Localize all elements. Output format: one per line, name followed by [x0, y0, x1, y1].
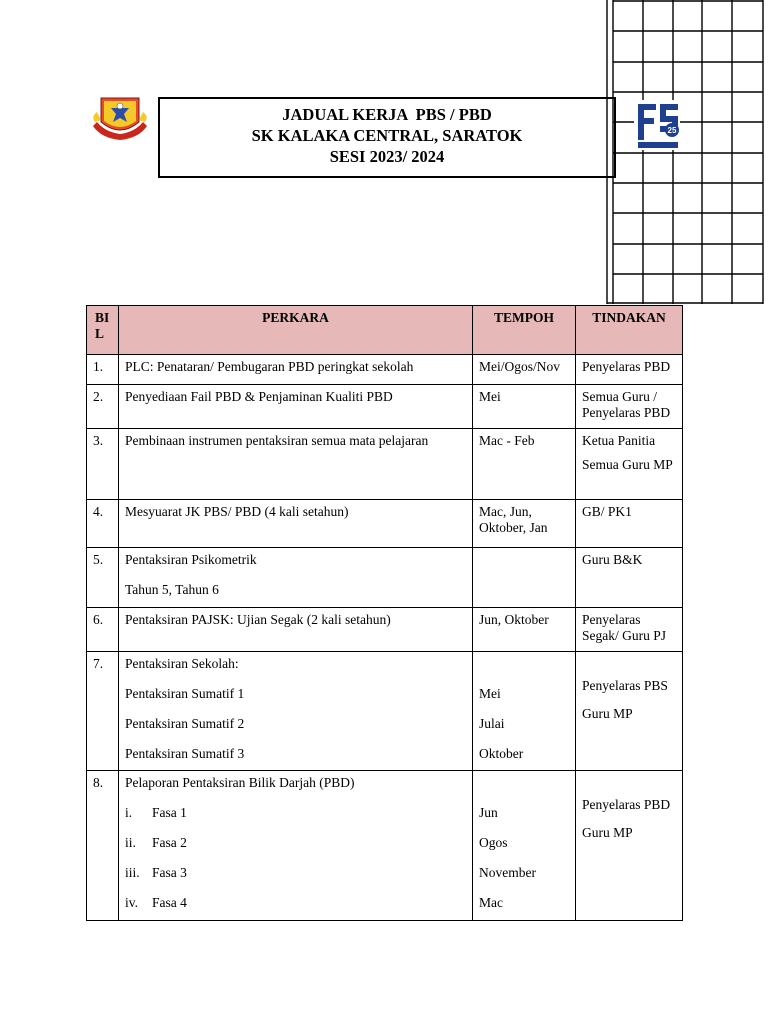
- table-row: [87, 608, 683, 652]
- row-perkara: Penyediaan Fail PBD & Penjaminan Kualiti PBD: [119, 385, 473, 429]
- table-header-row: [87, 306, 683, 355]
- table-row: [87, 429, 683, 500]
- row-tindakan: GB/ PK1: [576, 500, 683, 548]
- row-perkara: Pembinaan instrumen pentaksiran semua mata pelajaran: [119, 429, 473, 500]
- tindakan-line: Penyelaras PBD: [582, 797, 671, 812]
- perkara-item: Fasa 2: [152, 835, 187, 850]
- title-line-2: SK KALAKA CENTRAL, SARATOK: [251, 126, 523, 145]
- roman-numeral: iii.: [125, 865, 140, 880]
- row-tindakan: Penyelaras PBD: [576, 355, 683, 385]
- row-number: 7.: [87, 652, 119, 771]
- table-row: [87, 548, 683, 608]
- perkara-line: Pentaksiran Psikometrik: [125, 552, 257, 567]
- row-number: 2.: [87, 385, 119, 429]
- tempoh-item: Oktober: [479, 746, 524, 761]
- perkara-item: Pentaksiran Sumatif 2: [125, 716, 245, 731]
- row-perkara: Pentaksiran PAJSK: Ujian Segak (2 kali setahun): [119, 608, 473, 652]
- perkara-heading: Pentaksiran Sekolah:: [125, 656, 239, 671]
- header-tempoh: TEMPOH: [473, 306, 576, 355]
- header-perkara: PERKARA: [119, 306, 473, 355]
- row-perkara: Mesyuarat JK PBS/ PBD (4 kali setahun): [119, 500, 473, 548]
- row-tindakan: Guru B&K: [576, 548, 683, 608]
- row-perkara: PLC: Penataran/ Pembugaran PBD peringkat sekolah: [119, 355, 473, 385]
- header-bil: BIL: [87, 306, 119, 355]
- tindakan-line: Guru MP: [582, 825, 633, 840]
- schedule-table: [86, 305, 683, 921]
- row-number: 6.: [87, 608, 119, 652]
- perkara-heading: Pelaporan Pentaksiran Bilik Darjah (PBD): [125, 775, 355, 790]
- row-tempoh: Mei: [473, 385, 576, 429]
- logo-number: 25: [667, 126, 677, 135]
- row-tindakan: [576, 429, 683, 500]
- tempoh-item: Mac: [479, 895, 503, 910]
- row-number: 8.: [87, 771, 119, 921]
- roman-numeral: ii.: [125, 835, 136, 850]
- tindakan-line: Guru MP: [582, 706, 633, 721]
- tempoh-item: Ogos: [479, 835, 508, 850]
- anniversary-logo: [632, 98, 682, 152]
- tindakan-line: Ketua Panitia: [582, 433, 656, 448]
- table-row: [87, 652, 683, 771]
- perkara-line: Tahun 5, Tahun 6: [125, 582, 219, 597]
- row-tempoh: [473, 652, 576, 771]
- table-row: [87, 771, 683, 921]
- title-line-3: SESI 2023/ 2024: [329, 147, 445, 166]
- tempoh-item: Julai: [479, 716, 505, 731]
- tindakan-line: Semua Guru MP: [582, 457, 673, 472]
- row-perkara: [119, 771, 473, 921]
- row-perkara: [119, 652, 473, 771]
- document-title: [158, 97, 616, 178]
- row-tindakan: [576, 771, 683, 921]
- row-tindakan: Semua Guru / Penyelaras PBD: [576, 385, 683, 429]
- perkara-item: Pentaksiran Sumatif 1: [125, 686, 245, 701]
- row-perkara: [119, 548, 473, 608]
- perkara-item: Pentaksiran Sumatif 3: [125, 746, 245, 761]
- row-tindakan: [576, 652, 683, 771]
- row-number: 4.: [87, 500, 119, 548]
- table-row: [87, 500, 683, 548]
- table-row: [87, 385, 683, 429]
- tempoh-item: November: [479, 865, 536, 880]
- row-tempoh: Mei/Ogos/Nov: [473, 355, 576, 385]
- row-tindakan: Penyelaras Segak/ Guru PJ: [576, 608, 683, 652]
- title-line-1: JADUAL KERJA PBS / PBD: [282, 105, 492, 124]
- row-tempoh: [473, 548, 576, 608]
- header-tindakan: TINDAKAN: [576, 306, 683, 355]
- table-row: [87, 355, 683, 385]
- perkara-item: Fasa 1: [152, 805, 187, 820]
- roman-numeral: i.: [125, 805, 133, 820]
- perkara-item: Fasa 4: [152, 895, 187, 910]
- tempoh-item: Jun: [479, 805, 498, 820]
- row-tempoh: Jun, Oktober: [473, 608, 576, 652]
- row-tempoh: Mac - Feb: [473, 429, 576, 500]
- row-tempoh: [473, 771, 576, 921]
- row-number: 1.: [87, 355, 119, 385]
- school-logo: [91, 92, 149, 144]
- row-tempoh: Mac, Jun, Oktober, Jan: [473, 500, 576, 548]
- perkara-item: Fasa 3: [152, 865, 187, 880]
- grid-decoration: [606, 0, 764, 304]
- tempoh-item: Mei: [479, 686, 501, 701]
- tindakan-line: Penyelaras PBS: [582, 678, 668, 693]
- row-number: 5.: [87, 548, 119, 608]
- row-number: 3.: [87, 429, 119, 500]
- roman-numeral: iv.: [125, 895, 138, 910]
